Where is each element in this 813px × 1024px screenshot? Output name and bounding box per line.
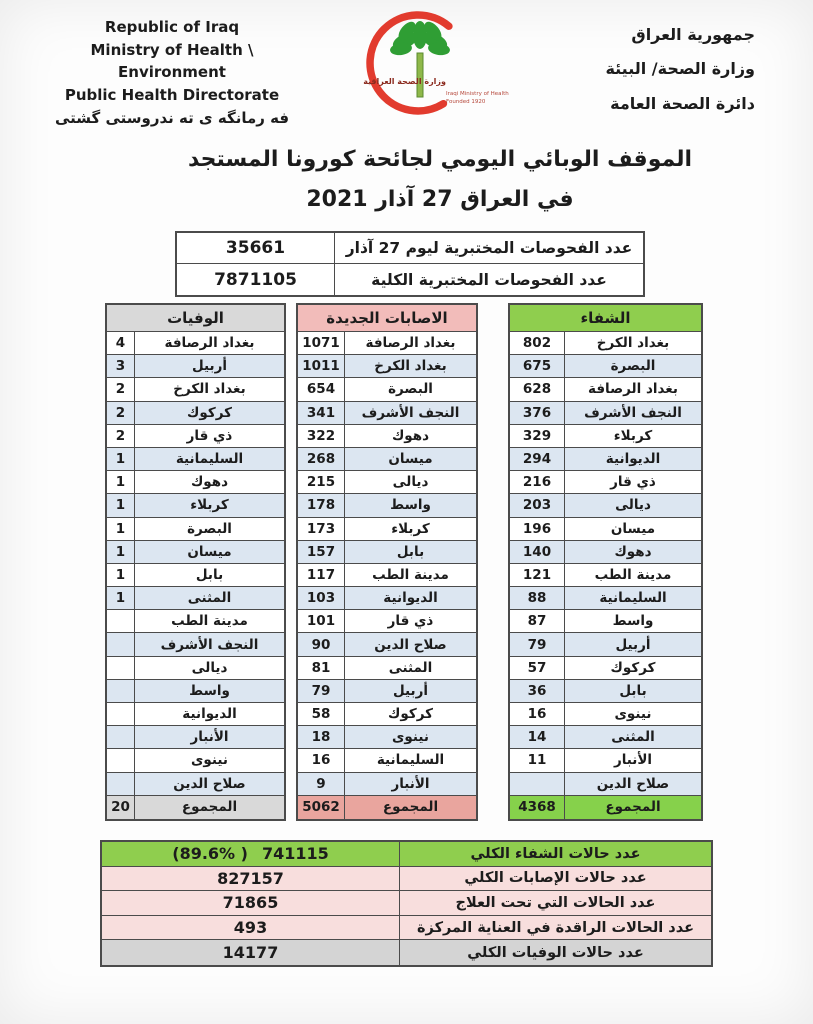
arabic-line-1: جمهورية العراق [631, 25, 755, 44]
count-cell: 1071 [298, 332, 345, 354]
table-row [298, 680, 476, 703]
table-row [177, 264, 643, 295]
count-cell: 4 [107, 332, 135, 354]
count-cell: 654 [298, 378, 345, 400]
recovery-percent: (89.6% ) [172, 844, 248, 864]
icu-cases-value: 493 [102, 916, 400, 940]
table-row [510, 332, 701, 355]
count-cell: 1 [107, 541, 135, 563]
table-row [107, 448, 284, 471]
count-cell: 2 [107, 378, 135, 400]
governorate-cell: الأنبار [190, 729, 229, 746]
english-line-3: Public Health Directorate [64, 85, 280, 104]
table-row [177, 233, 643, 264]
count-cell: 178 [298, 494, 345, 516]
count-cell: 81 [298, 657, 345, 679]
table-row [510, 657, 701, 680]
table-row [107, 657, 284, 680]
governorate-cell: ذي قار [186, 427, 233, 444]
report-title-line-1: الموقف الوبائي اليومي لجائحة كورونا المستجد [187, 147, 693, 172]
count-cell: 16 [510, 703, 565, 725]
table-row [298, 448, 476, 471]
count-cell [107, 633, 135, 655]
count-cell: 103 [298, 587, 345, 609]
count-cell: 57 [510, 657, 565, 679]
table-row [510, 564, 701, 587]
table-row [510, 494, 701, 517]
count-cell: 9 [298, 773, 345, 795]
table-row [107, 680, 284, 703]
count-cell: 117 [298, 564, 345, 586]
governorate-cell: مدينة الطب [171, 613, 248, 630]
table-row [107, 425, 284, 448]
arabic-line-2: وزارة الصحة/ البيئة [605, 59, 755, 79]
total-count-cell: 4368 [510, 796, 565, 819]
total-recoveries-row [102, 842, 711, 867]
governorate-cell: دهوك [391, 427, 430, 444]
governorate-cell: بغداد الرصافة [164, 335, 255, 352]
count-cell [107, 680, 135, 702]
count-cell: 216 [510, 471, 565, 493]
icu-cases-label: عدد الحالات الراقدة في العناية المركزة [417, 919, 695, 936]
table-row [510, 749, 701, 772]
table-row [298, 703, 476, 726]
governorate-cell: ديالى [191, 659, 228, 676]
count-cell [107, 726, 135, 748]
count-cell: 1011 [298, 355, 345, 377]
governorate-cell: المثنى [611, 729, 655, 746]
count-cell: 329 [510, 425, 565, 447]
table-row [510, 680, 701, 703]
count-cell: 2 [107, 425, 135, 447]
total-count-cell: 5062 [298, 796, 345, 819]
table-row [510, 402, 701, 425]
letterhead-arabic [545, 18, 755, 121]
governorate-cell: بغداد الرصافة [588, 381, 678, 398]
table-row [298, 564, 476, 587]
governorate-cell: صلاح الدين [374, 636, 447, 653]
logo-english-text: Iraqi Ministry of Health [446, 91, 509, 97]
report-title-line-2: في العراق 27 آذار 2021 [306, 187, 574, 213]
table-row [510, 425, 701, 448]
count-cell: 1 [107, 494, 135, 516]
table-row [107, 773, 284, 796]
governorate-cell: ميسان [187, 543, 232, 560]
total-deaths-row [102, 940, 711, 965]
total-recoveries-label: عدد حالات الشفاء الكلي [470, 845, 641, 862]
count-cell: 196 [510, 518, 565, 540]
table-row [298, 332, 476, 355]
governorate-cell: صلاح الدين [596, 775, 670, 792]
table-row [510, 773, 701, 796]
report-title [150, 140, 730, 220]
letterhead-english [38, 16, 306, 130]
governorate-cell: السليمانية [376, 752, 445, 769]
table-row [298, 749, 476, 772]
governorate-cell: بابل [195, 566, 224, 583]
count-cell: 58 [298, 703, 345, 725]
count-cell [107, 703, 135, 725]
governorate-cell: الديوانية [383, 590, 438, 607]
count-cell: 11 [510, 749, 565, 771]
count-cell: 101 [298, 610, 345, 632]
count-cell: 203 [510, 494, 565, 516]
governorate-cell: ذي قار [610, 474, 656, 491]
deaths-table-body [107, 332, 284, 796]
governorate-cell: البصرة [610, 358, 656, 375]
recovery-count: 741115 [261, 844, 329, 864]
total-label-cell: المجموع [605, 799, 661, 816]
governorate-cell: بغداد الكرخ [374, 358, 447, 375]
table-row [107, 749, 284, 772]
total-recoveries-value [102, 842, 400, 866]
governorate-cell: كربلاء [391, 520, 430, 537]
count-cell: 18 [298, 726, 345, 748]
governorate-cell: الديوانية [182, 706, 237, 723]
governorate-cell: ديالى [392, 474, 429, 491]
table-row [107, 518, 284, 541]
table-row [107, 494, 284, 517]
table-row [510, 378, 701, 401]
count-cell: 376 [510, 402, 565, 424]
icu-cases-row [102, 916, 711, 941]
governorate-cell: كركوك [388, 706, 433, 723]
new-cases-total-row [298, 796, 476, 819]
governorate-cell: ميسان [610, 520, 656, 537]
new-cases-table-body [298, 332, 476, 796]
table-row [298, 657, 476, 680]
count-cell [107, 610, 135, 632]
count-cell: 1 [107, 471, 135, 493]
table-row [298, 587, 476, 610]
lab-tests-table [175, 231, 645, 297]
governorate-cell: كركوك [187, 404, 232, 421]
count-cell: 79 [510, 633, 565, 655]
governorate-cell: نينوى [614, 706, 652, 723]
governorate-cell: نينوى [392, 729, 429, 746]
governorate-cell: السليمانية [175, 451, 244, 468]
count-cell: 1 [107, 587, 135, 609]
logo-arabic-text: وزارة الصحة العراقية [363, 77, 446, 86]
count-cell: 322 [298, 425, 345, 447]
governorate-cell: كربلاء [613, 427, 653, 444]
governorate-cell: ميسان [388, 451, 433, 468]
table-row [510, 587, 701, 610]
table-row [298, 494, 476, 517]
table-row [107, 541, 284, 564]
total-cases-value: 827157 [102, 867, 400, 891]
total-deaths-value: 14177 [102, 940, 400, 965]
table-row [510, 471, 701, 494]
count-cell: 802 [510, 332, 565, 354]
governorate-cell: المثنى [388, 659, 433, 676]
governorate-cell: دهوك [190, 474, 229, 491]
crescent-palm-logo-graphic [356, 4, 532, 130]
count-cell: 1 [107, 564, 135, 586]
table-row [510, 518, 701, 541]
table-row [510, 610, 701, 633]
count-cell: 16 [298, 749, 345, 771]
ministry-of-health-logo [356, 4, 532, 130]
table-row [107, 726, 284, 749]
count-cell: 79 [298, 680, 345, 702]
governorate-cell: واسط [390, 497, 431, 514]
count-cell [510, 773, 565, 795]
total-cases-label: عدد حالات الإصابات الكلي [464, 870, 647, 887]
table-row [107, 587, 284, 610]
palm-trunk [417, 53, 423, 97]
table-row [107, 703, 284, 726]
governorate-cell: دهوك [614, 543, 652, 560]
count-cell: 3 [107, 355, 135, 377]
table-row [298, 541, 476, 564]
total-tests-label: عدد الفحوصات المختبرية الكلية [371, 270, 607, 289]
table-row [298, 402, 476, 425]
total-tests-count: 7871105 [177, 264, 335, 295]
governorate-cell: النجف الأشرف [584, 404, 682, 421]
count-cell: 121 [510, 564, 565, 586]
governorate-cell: أربيل [392, 682, 429, 699]
table-row [298, 633, 476, 656]
table-row [298, 726, 476, 749]
governorate-cell: مدينة الطب [372, 566, 449, 583]
governorate-cell: الأنبار [391, 775, 430, 792]
daily-tests-label: عدد الفحوصات المختبرية ليوم 27 آذار [345, 239, 633, 257]
count-cell: 341 [298, 402, 345, 424]
total-cases-row [102, 867, 711, 892]
table-row [107, 471, 284, 494]
table-row [510, 633, 701, 656]
count-cell: 87 [510, 610, 565, 632]
total-deaths-label: عدد حالات الوفيات الكلي [467, 944, 644, 961]
count-cell: 14 [510, 726, 565, 748]
new-cases-table [296, 303, 478, 821]
table-row [510, 726, 701, 749]
table-row [298, 378, 476, 401]
table-row [107, 378, 284, 401]
count-cell: 2 [107, 402, 135, 424]
count-cell [107, 657, 135, 679]
table-row [510, 448, 701, 471]
governorate-cell: صلاح الدين [173, 775, 246, 792]
english-line-2: Ministry of Health \ Environment [90, 40, 254, 81]
governorate-cell: بغداد الكرخ [596, 335, 670, 352]
count-cell: 628 [510, 378, 565, 400]
governorate-cell: كركوك [610, 659, 656, 676]
governorate-cell: البصرة [187, 520, 232, 537]
daily-tests-count: 35661 [177, 233, 335, 263]
table-row [298, 518, 476, 541]
governorate-cell: بابل [619, 682, 647, 699]
table-row [298, 425, 476, 448]
deaths-table [105, 303, 286, 821]
count-cell: 1 [107, 448, 135, 470]
recoveries-table-body [510, 332, 701, 796]
count-cell: 88 [510, 587, 565, 609]
governorate-cell: كربلاء [190, 497, 229, 514]
new-cases-table-header: الاصابات الجديدة [298, 305, 476, 332]
count-cell: 173 [298, 518, 345, 540]
count-cell: 157 [298, 541, 345, 563]
table-row [107, 564, 284, 587]
table-row [107, 332, 284, 355]
english-line-1: Republic of Iraq [104, 18, 240, 36]
summary-table [100, 840, 713, 967]
table-row [298, 471, 476, 494]
total-count-cell: 20 [107, 796, 135, 819]
governorate-cell: النجف الأشرف [361, 404, 460, 421]
recoveries-table-header: الشفاء [510, 305, 701, 332]
table-row [510, 703, 701, 726]
count-cell: 268 [298, 448, 345, 470]
table-row [510, 541, 701, 564]
governorate-cell: النجف الأشرف [160, 636, 259, 653]
deaths-total-row [107, 796, 284, 819]
kurdish-line: فه رمانگه ى ته ندروستى گشتى [54, 109, 290, 127]
table-row [107, 633, 284, 656]
table-row [107, 355, 284, 378]
governorate-cell: الأنبار [613, 752, 653, 769]
under-treatment-value: 71865 [102, 891, 400, 915]
table-row [107, 610, 284, 633]
total-label-cell: المجموع [181, 799, 238, 816]
count-cell: 140 [510, 541, 565, 563]
governorate-cell: بابل [396, 543, 425, 560]
under-treatment-label: عدد الحالات التي تحت العلاج [455, 894, 656, 911]
recoveries-table [508, 303, 703, 821]
count-cell: 215 [298, 471, 345, 493]
governorate-cell: ديالى [615, 497, 651, 514]
deaths-table-header: الوفيات [107, 305, 284, 332]
governorate-cell: أربيل [615, 636, 651, 653]
under-treatment-row [102, 891, 711, 916]
governorate-cell: المثنى [187, 590, 232, 607]
governorate-cell: الديوانية [605, 451, 661, 468]
count-cell [107, 749, 135, 771]
logo-founded-text: Founded 1920 [446, 99, 486, 105]
recoveries-total-row [510, 796, 701, 819]
governorate-cell: أربيل [191, 358, 228, 375]
governorate-cell: بغداد الرصافة [365, 335, 456, 352]
count-cell: 675 [510, 355, 565, 377]
governorate-cell: ذي قار [387, 613, 434, 630]
count-cell [107, 773, 135, 795]
count-cell: 1 [107, 518, 135, 540]
governorate-cell: مدينة الطب [594, 566, 672, 583]
governorate-cell: السليمانية [599, 590, 667, 607]
governorate-cell: واسط [612, 613, 654, 630]
governorate-cell: نينوى [191, 752, 228, 769]
table-row [510, 355, 701, 378]
table-row [107, 402, 284, 425]
governorate-cell: بغداد الكرخ [173, 381, 246, 398]
arabic-line-3: دائرة الصحة العامة [610, 93, 755, 113]
total-label-cell: المجموع [382, 799, 439, 816]
governorate-cell: البصرة [388, 381, 433, 398]
count-cell: 90 [298, 633, 345, 655]
table-row [298, 355, 476, 378]
table-row [298, 610, 476, 633]
governorate-cell: واسط [189, 682, 230, 699]
count-cell: 294 [510, 448, 565, 470]
count-cell: 36 [510, 680, 565, 702]
table-row [298, 773, 476, 796]
